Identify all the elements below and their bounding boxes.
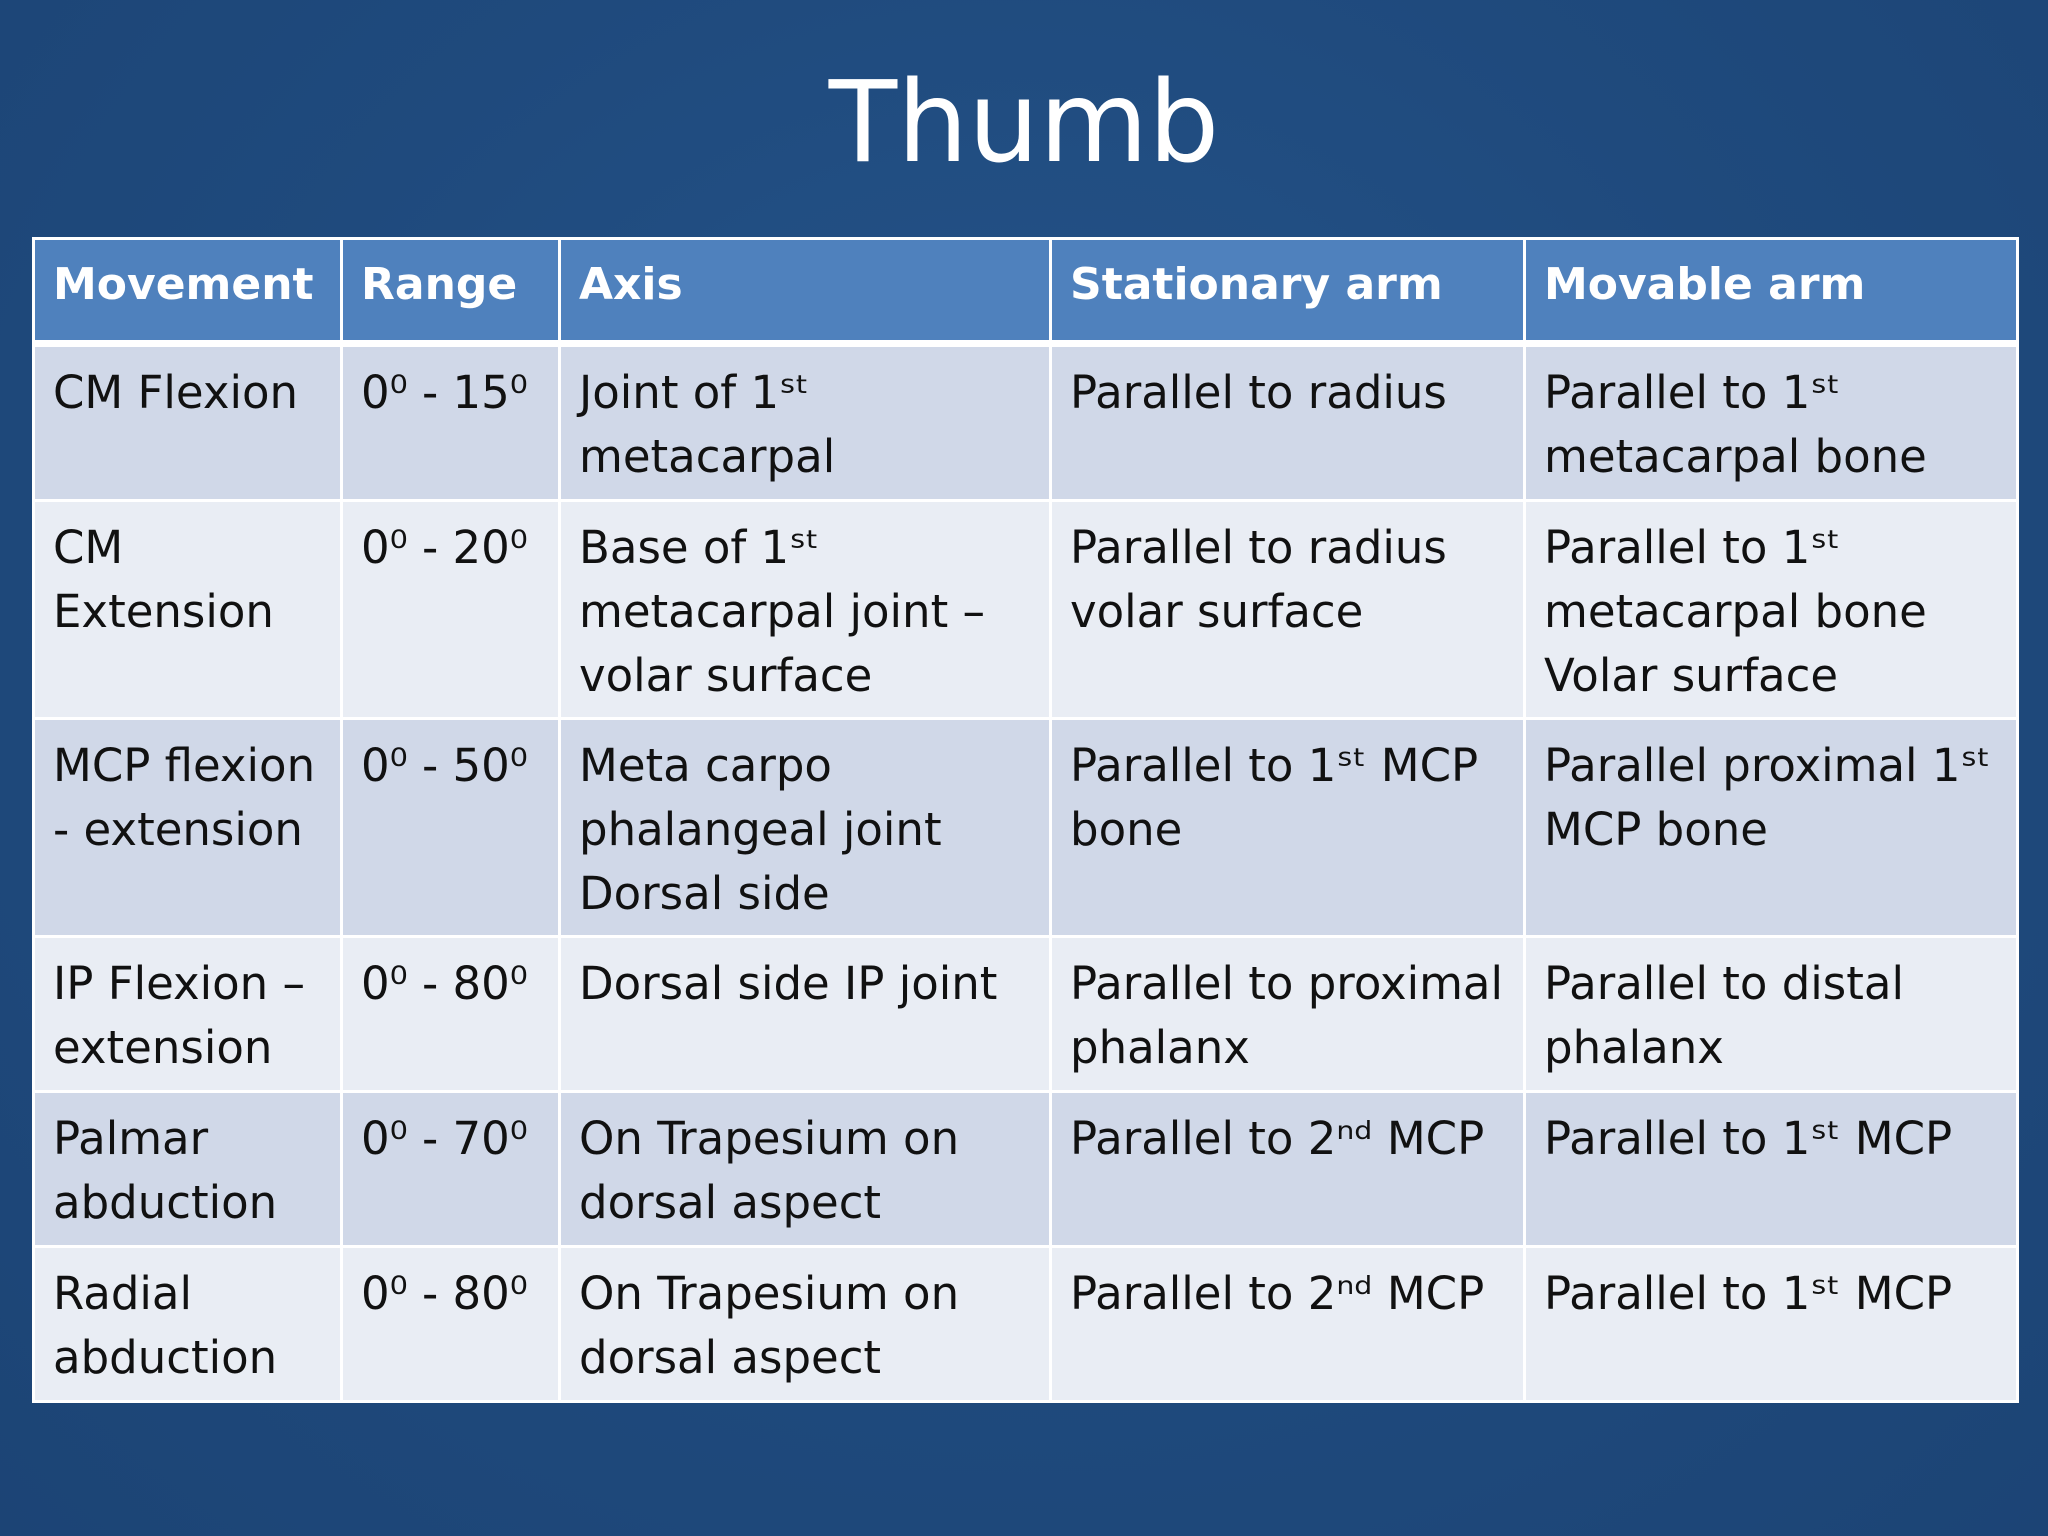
cell-stationary-arm bbox=[1051, 344, 1525, 501]
cell-line: Parallel to 2ⁿᵈ MCP bbox=[1070, 1267, 1485, 1320]
cell-line: Parallel to proximal bbox=[1070, 957, 1504, 1010]
cell-line: Dorsal side bbox=[579, 867, 830, 920]
cell-axis bbox=[560, 501, 1051, 719]
cell-line: Radial bbox=[53, 1267, 192, 1320]
cell-stationary-arm bbox=[1051, 1247, 1525, 1402]
cell-stationary-arm bbox=[1051, 937, 1525, 1092]
cell-line: CM bbox=[53, 521, 124, 574]
cell-line: 0⁰ - 80⁰ bbox=[361, 1267, 528, 1320]
cell-movable-arm bbox=[1525, 719, 2018, 937]
cell-range bbox=[342, 344, 560, 501]
cell-line: phalanx bbox=[1544, 1021, 1724, 1074]
cell-line: Parallel to radius bbox=[1070, 366, 1447, 419]
cell-movable-arm bbox=[1525, 937, 2018, 1092]
cell-line: 0⁰ - 70⁰ bbox=[361, 1112, 528, 1165]
cell-line: extension bbox=[53, 1021, 273, 1074]
cell-line: Volar surface bbox=[1544, 649, 1839, 702]
cell-line: abduction bbox=[53, 1331, 278, 1384]
cell-range bbox=[342, 719, 560, 937]
cell-axis bbox=[560, 719, 1051, 937]
cell-line: Parallel to 1ˢᵗ MCP bbox=[1544, 1267, 1953, 1320]
cell-line: MCP flexion bbox=[53, 739, 316, 792]
header-stationary-arm: Stationary arm bbox=[1051, 239, 1525, 344]
cell-line: Parallel to 1ˢᵗ bbox=[1544, 366, 1841, 419]
cell-range bbox=[342, 501, 560, 719]
cell-stationary-arm bbox=[1051, 1092, 1525, 1247]
cell-stationary-arm bbox=[1051, 501, 1525, 719]
cell-movement bbox=[34, 1092, 342, 1247]
cell-line: Dorsal side IP joint bbox=[579, 957, 998, 1010]
cell-range bbox=[342, 1247, 560, 1402]
header-axis: Axis bbox=[560, 239, 1051, 344]
cell-range bbox=[342, 937, 560, 1092]
cell-axis bbox=[560, 1092, 1051, 1247]
cell-line: Parallel to 2ⁿᵈ MCP bbox=[1070, 1112, 1485, 1165]
slide-title: Thumb bbox=[828, 58, 1220, 188]
cell-line: 0⁰ - 15⁰ bbox=[361, 366, 528, 419]
cell-line: Parallel to 1ˢᵗ MCP bbox=[1070, 739, 1479, 792]
table-row bbox=[34, 719, 2018, 937]
cell-line: 0⁰ - 50⁰ bbox=[361, 739, 528, 792]
cell-line: Parallel to distal bbox=[1544, 957, 1904, 1010]
cell-line: Parallel to 1ˢᵗ MCP bbox=[1544, 1112, 1953, 1165]
cell-line: On Trapesium on bbox=[579, 1112, 960, 1165]
cell-line: Base of 1ˢᵗ bbox=[579, 521, 820, 574]
cell-line: Palmar bbox=[53, 1112, 209, 1165]
cell-line: dorsal aspect bbox=[579, 1176, 882, 1229]
cell-line: On Trapesium on bbox=[579, 1267, 960, 1320]
cell-line: abduction bbox=[53, 1176, 278, 1229]
cell-axis bbox=[560, 344, 1051, 501]
table-row bbox=[34, 1247, 2018, 1402]
cell-movement bbox=[34, 1247, 342, 1402]
cell-line: 0⁰ - 80⁰ bbox=[361, 957, 528, 1010]
cell-stationary-arm bbox=[1051, 719, 1525, 937]
cell-line: metacarpal joint – bbox=[579, 585, 986, 638]
cell-axis bbox=[560, 937, 1051, 1092]
cell-movement bbox=[34, 344, 342, 501]
cell-line: phalangeal joint bbox=[579, 803, 942, 856]
range-of-motion-table bbox=[32, 237, 2019, 1403]
cell-line: metacarpal bone bbox=[1544, 430, 1927, 483]
cell-movable-arm bbox=[1525, 344, 2018, 501]
header-movement: Movement bbox=[34, 239, 342, 344]
cell-movable-arm bbox=[1525, 501, 2018, 719]
range-of-motion-table-container bbox=[32, 237, 2016, 1403]
cell-line: Meta carpo bbox=[579, 739, 832, 792]
cell-movement bbox=[34, 937, 342, 1092]
table-row bbox=[34, 501, 2018, 719]
cell-line: Parallel to 1ˢᵗ bbox=[1544, 521, 1841, 574]
cell-movable-arm bbox=[1525, 1092, 2018, 1247]
cell-line: volar surface bbox=[1070, 585, 1364, 638]
header-range: Range bbox=[342, 239, 560, 344]
cell-line: IP Flexion – bbox=[53, 957, 305, 1010]
cell-line: CM Flexion bbox=[53, 366, 299, 419]
table-header-row bbox=[34, 239, 2018, 344]
cell-line: Extension bbox=[53, 585, 274, 638]
cell-range bbox=[342, 1092, 560, 1247]
cell-movement bbox=[34, 719, 342, 937]
cell-line: volar surface bbox=[579, 649, 873, 702]
cell-line: Joint of 1ˢᵗ bbox=[579, 366, 810, 419]
cell-line: 0⁰ - 20⁰ bbox=[361, 521, 528, 574]
table-row bbox=[34, 1092, 2018, 1247]
cell-axis bbox=[560, 1247, 1051, 1402]
table-row bbox=[34, 344, 2018, 501]
cell-line: bone bbox=[1070, 803, 1183, 856]
cell-line: dorsal aspect bbox=[579, 1331, 882, 1384]
cell-line: phalanx bbox=[1070, 1021, 1250, 1074]
table-row bbox=[34, 937, 2018, 1092]
cell-movable-arm bbox=[1525, 1247, 2018, 1402]
cell-line: metacarpal bbox=[579, 430, 836, 483]
cell-line: MCP bone bbox=[1544, 803, 1768, 856]
cell-line: metacarpal bone bbox=[1544, 585, 1927, 638]
cell-line: - extension bbox=[53, 803, 303, 856]
cell-line: Parallel proximal 1ˢᵗ bbox=[1544, 739, 1991, 792]
cell-movement bbox=[34, 501, 342, 719]
header-movable-arm: Movable arm bbox=[1525, 239, 2018, 344]
cell-line: Parallel to radius bbox=[1070, 521, 1447, 574]
